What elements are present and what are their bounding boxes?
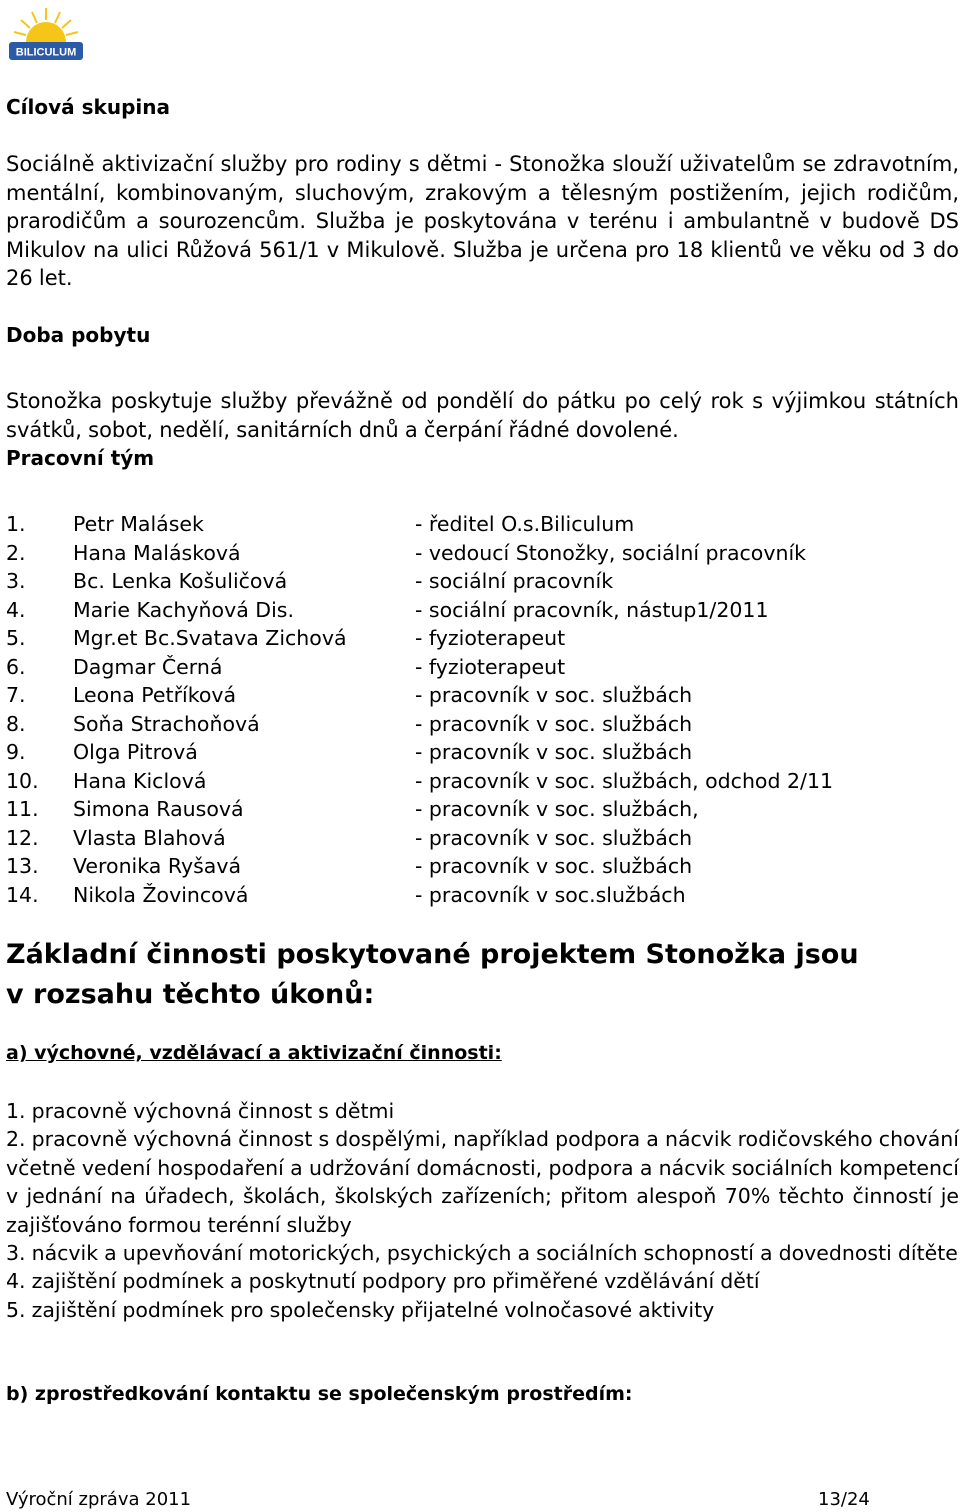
- member-number: 6.: [6, 654, 26, 679]
- activity-item: 4. zajištění podmínek a poskytnutí podpory pro přiměřené vzdělávání dětí: [6, 1269, 760, 1294]
- member-number: 7.: [6, 683, 26, 707]
- paragraph-doba-pobytu: Stonožka poskytuje služby převážně od pondělí do pátku po celý rok s výjimkou státních svátků, sobot, nedělí, sanitárních dnů a čerpání řádné dovolené.: [6, 389, 959, 442]
- heading-cilova-skupina: Cílová skupina: [6, 95, 170, 119]
- member-number: 8.: [6, 711, 26, 736]
- logo-text: BILICULUM: [15, 46, 77, 59]
- heading-doba-pobytu: Doba pobytu: [6, 323, 151, 347]
- member-role: - sociální pracovník: [415, 569, 614, 593]
- activity-item: 5. zajištění podmínek pro společensky přijatelné volnočasové aktivity: [6, 1297, 715, 1322]
- subheading-b: b) zprostředkování kontaktu se společenským prostředím:: [6, 1383, 633, 1405]
- member-name: Leona Petříková: [73, 683, 237, 707]
- member-name: Mgr.et Bc.Svatava Zichová: [73, 626, 347, 650]
- member-number: 5.: [6, 626, 26, 650]
- activities-list: [6, 1097, 959, 1324]
- page-number: 13/24: [818, 1489, 870, 1510]
- subheading-a: a) výchovné, vzdělávací a aktivizační činnosti:: [6, 1042, 502, 1064]
- member-role: - pracovník v soc. službách: [415, 711, 693, 736]
- member-role: - pracovník v soc.službách: [415, 882, 686, 907]
- member-role: - pracovník v soc. službách: [415, 740, 693, 764]
- activity-item: 3. nácvik a upevňování motorických, psychických a sociálních schopností a dovednosti dítěte: [6, 1241, 958, 1266]
- member-name: Hana Kiclová: [73, 768, 207, 793]
- member-name: Veronika Ryšavá: [73, 854, 242, 878]
- member-name: Marie Kachyňová Dis.: [73, 597, 294, 622]
- member-role: - ředitel O.s.Biliculum: [415, 512, 635, 536]
- member-role: - pracovník v soc. službách,: [415, 797, 699, 821]
- member-number: 14.: [6, 882, 39, 907]
- member-number: 10.: [6, 768, 39, 793]
- sun-logo-icon: [6, 4, 86, 64]
- member-name: Hana Malásková: [73, 540, 241, 565]
- member-role: - pracovník v soc. službách, odchod 2/11: [415, 768, 834, 793]
- member-role: - vedoucí Stonožky, sociální pracovník: [415, 540, 807, 565]
- member-name: Vlasta Blahová: [73, 825, 226, 850]
- biliculum-logo: [6, 4, 86, 64]
- member-name: Bc. Lenka Košuličová: [73, 569, 288, 593]
- activity-item: 1. pracovně výchovná činnost s dětmi: [6, 1099, 395, 1123]
- member-number: 1.: [6, 512, 26, 536]
- member-number: 9.: [6, 740, 26, 764]
- member-number: 11.: [6, 797, 39, 821]
- activity-item: 2. pracovně výchovná činnost s dospělými, například podpora a nácvik rodičovského chování včetně vedení hospodaření a udržování domácnosti, podpora a nácvik sociálních kompetencí v jednání na úřadech, školách, školských zařízeních; přitom alespoň 70% těchto činností je zajišťováno formou terénní služby: [6, 1127, 959, 1237]
- member-role: - pracovník v soc. službách: [415, 683, 693, 707]
- member-role: - fyzioterapeut: [415, 626, 566, 650]
- member-name: Petr Malásek: [73, 512, 204, 536]
- member-name: Olga Pitrová: [73, 740, 198, 764]
- member-name: Soňa Strachoňová: [73, 711, 260, 736]
- member-number: 2.: [6, 540, 26, 565]
- member-name: Dagmar Černá: [73, 654, 223, 679]
- heading-pracovni-tym: Pracovní tým: [6, 446, 155, 470]
- footer-title: Výroční zpráva 2011: [6, 1489, 192, 1510]
- heading-line-1: Základní činnosti poskytované projektem Stonožka jsou: [6, 939, 859, 970]
- member-role: - pracovník v soc. službách: [415, 854, 693, 878]
- member-number: 3.: [6, 569, 26, 593]
- member-role: - fyzioterapeut: [415, 654, 566, 679]
- member-name: Nikola Žovincová: [73, 882, 249, 907]
- member-name: Simona Rausová: [73, 797, 244, 821]
- member-role: - pracovník v soc. službách: [415, 825, 693, 850]
- paragraph-cilova-skupina: Sociálně aktivizační služby pro rodiny s dětmi - Stonožka slouží uživatelům se zdravotním, mentální, kombinovaným, sluchovým, zrakovým a tělesným postižením, jejich rodičům, prarodičům a sourozencům. Služba je poskytována v terénu i ambulantně v budově DS Mikulov na ulici Růžová 561/1 v Mikulově. Služba je určena pro 18 klientů ve věku od 3 do 26 let.: [6, 152, 959, 291]
- heading-zakladni-cinnosti: [6, 935, 946, 1015]
- member-number: 4.: [6, 597, 26, 622]
- member-number: 13.: [6, 854, 39, 878]
- heading-line-2: v rozsahu těchto úkonů:: [6, 979, 375, 1010]
- member-role: - sociální pracovník, nástup1/2011: [415, 597, 769, 622]
- member-number: 12.: [6, 825, 39, 850]
